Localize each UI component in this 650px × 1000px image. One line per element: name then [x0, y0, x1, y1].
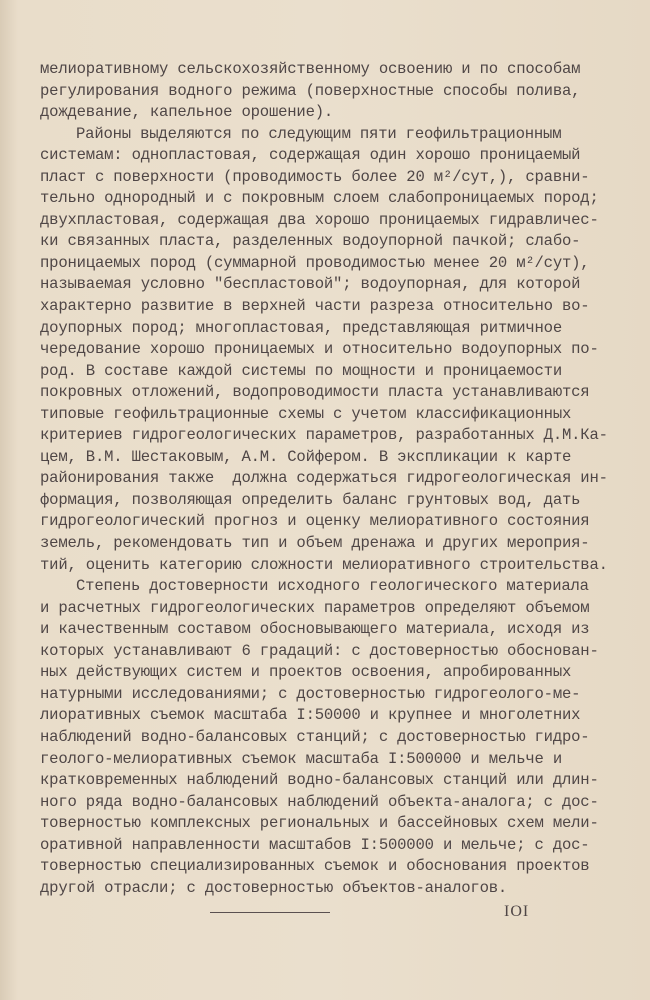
- text-line: и качественным составом обосновывающего материала, исходя из: [40, 620, 590, 639]
- text-line: мелиоративному сельскохозяйственному освоению и по способам: [40, 60, 581, 78]
- footer-rule: [210, 912, 330, 913]
- body-text: [40, 59, 630, 899]
- text-line: земель, рекомендовать тип и объем дренажа и других мероприя-: [40, 534, 590, 553]
- text-line: двухпластовая, содержащая два хорошо проницаемых гидравличес-: [40, 210, 599, 229]
- text-line: формация, позволяющая определить баланс грунтовых вод, дать: [40, 490, 581, 509]
- text-line: товерностью специализированных съемок и обоснования проектов: [40, 857, 590, 876]
- text-line: род. В составе каждой системы по мощности и проницаемости: [40, 361, 562, 380]
- text-line: которых устанавливают 6 градаций: с достоверностью обоснован-: [40, 641, 599, 660]
- text-line: другой отрасли; с достоверностью объектов-аналогов.: [40, 878, 508, 897]
- text-line: пласт с поверхности (проводимость более 20 м²/сут,), сравни-: [40, 167, 590, 186]
- text-line: гидрогеологический прогноз и оценку мелиоративного состояния: [40, 512, 590, 531]
- text-line: проницаемых пород (суммарной проводимостью менее 20 м²/сут),: [40, 253, 590, 272]
- text-line: характерно развитие в верхней части разреза относительно во-: [40, 297, 590, 316]
- text-line: покровных отложений, водопроводимости пласта устанавливаются: [40, 383, 590, 402]
- text-line: геолого-мелиоративных съемок масштаба I:500000 и мельче и: [40, 749, 562, 768]
- text-line: чередование хорошо проницаемых и относительно водоупорных по-: [40, 340, 599, 359]
- text-line: критериев гидрогеологических параметров, разработанных Д.М.Ка-: [40, 426, 608, 445]
- text-line: доупорных пород; многопластовая, представляющая ритмичное: [40, 318, 562, 337]
- text-line: товерностью комплексных региональных и бассейновых схем мели-: [40, 814, 599, 833]
- text-line: регулирования водного режима (поверхностные способы полива,: [40, 81, 581, 100]
- text-line: лиоративных съемок масштаба I:50000 и крупнее и многолетних: [40, 706, 581, 725]
- text-line: тельно однородный и с покровным слоем слабопроницаемых пород;: [40, 189, 599, 208]
- text-line: натурными исследованиями; с достоверностью гидрогеолого-ме-: [40, 684, 581, 703]
- text-line: и расчетных гидрогеологических параметров определяют объемом: [40, 598, 590, 617]
- text-line: называемая условно "беспластовой"; водоупорная, для которой: [40, 275, 581, 294]
- text-line: дождевание, капельное орошение).: [40, 103, 334, 122]
- text-line: ки связанных пласта, разделенных водоупорной пачкой; слабо-: [40, 232, 581, 251]
- text-line: системам: однопластовая, содержащая один хорошо проницаемый: [40, 146, 581, 165]
- text-line: тий, оценить категорию сложности мелиоративного строительства.: [40, 555, 608, 574]
- text-line: ных действующих систем и проектов освоения, апробированных: [40, 663, 572, 682]
- text-line: наблюдений водно-балансовых станций; с достоверностью гидро-: [40, 727, 590, 746]
- text-line: типовые геофильтрационные схемы с учетом классификационных: [40, 404, 572, 423]
- text-line: районирования также должна содержаться гидрогеологическая ин-: [40, 469, 608, 488]
- text-line: Районы выделяются по следующим пяти геофильтрационным: [76, 124, 562, 143]
- text-line: оративной направленности масштабов I:500000 и мельче; с дос-: [40, 835, 590, 854]
- page-number: IOI: [504, 903, 530, 920]
- text-line: цем, В.М. Шестаковым, А.М. Сойфером. В экспликации к карте: [40, 447, 572, 466]
- text-line: ного ряда водно-балансовых наблюдений объекта-аналога; с дос-: [40, 792, 599, 811]
- text-line: кратковременных наблюдений водно-балансовых станций или длин-: [40, 771, 599, 790]
- text-line: Степень достоверности исходного геологического материала: [76, 577, 589, 596]
